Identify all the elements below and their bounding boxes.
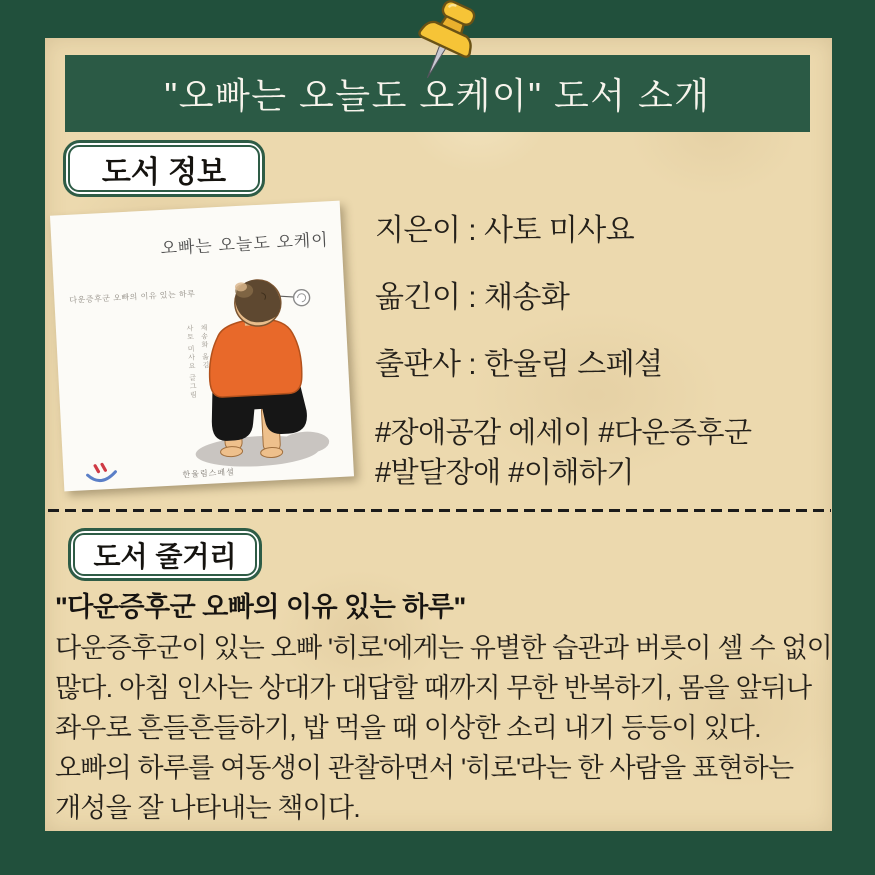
summary-heading: "다운증후군 오빠의 이유 있는 하루" bbox=[55, 592, 466, 622]
person-illustration-icon bbox=[155, 247, 346, 474]
book-cover-publisher-mark: 한울림스페셜 bbox=[182, 467, 236, 480]
hashtag-line: #장애공감 에세이 #다운증후군 bbox=[375, 417, 752, 449]
book-info-list bbox=[375, 216, 845, 493]
book-info-translator: 옮긴이 : 채송화 bbox=[375, 281, 570, 314]
page-title: "오빠는 오늘도 오케이" 도서 소개 bbox=[164, 75, 711, 116]
book-cover-credit-translator: 채송화 옮김 bbox=[199, 323, 210, 370]
pushpin-icon bbox=[399, 0, 491, 100]
hashtag-list bbox=[375, 413, 845, 493]
speech-bubble-icon bbox=[293, 289, 310, 306]
dashed-divider bbox=[48, 509, 831, 512]
book-info-publisher: 출판사 : 한울림 스페셜 bbox=[375, 348, 663, 381]
book-info-badge bbox=[63, 140, 265, 197]
book-cover-subtitle: 다운증후군 오빠의 이유 있는 하루 bbox=[69, 289, 196, 305]
summary-badge-label: 도서 줄거리 bbox=[93, 540, 237, 572]
book-info-badge-label: 도서 정보 bbox=[101, 155, 227, 189]
summary-section bbox=[55, 590, 830, 828]
summary-line: 오빠의 하루를 여동생이 관찰하면서 '히로'라는 한 사람을 표현하는 bbox=[55, 753, 794, 783]
book-info-author: 지은이 : 사토 미사요 bbox=[375, 214, 635, 247]
book-cover-title: 오빠는 오늘도 오케이 bbox=[160, 230, 330, 259]
summary-badge bbox=[68, 528, 262, 581]
book-cover-credit-author: 사토 미사요 글그림 bbox=[185, 324, 197, 400]
paper-card bbox=[45, 38, 832, 831]
summary-line: 개성을 잘 나타내는 책이다. bbox=[55, 793, 360, 823]
summary-line: 좌우로 흔들흔들하기, 밥 먹을 때 이상한 소리 내기 등등이 있다. bbox=[55, 713, 761, 743]
book-cover bbox=[50, 201, 354, 492]
summary-line: 다운증후군이 있는 오빠 '히로'에게는 유별한 습관과 버릇이 셀 수 없이 bbox=[55, 633, 832, 663]
hashtag-line: #발달장애 #이해하기 bbox=[375, 457, 634, 489]
summary-line: 많다. 아침 인사는 상대가 대답할 때까지 무한 반복하기, 몸을 앞뒤나 bbox=[55, 673, 812, 703]
